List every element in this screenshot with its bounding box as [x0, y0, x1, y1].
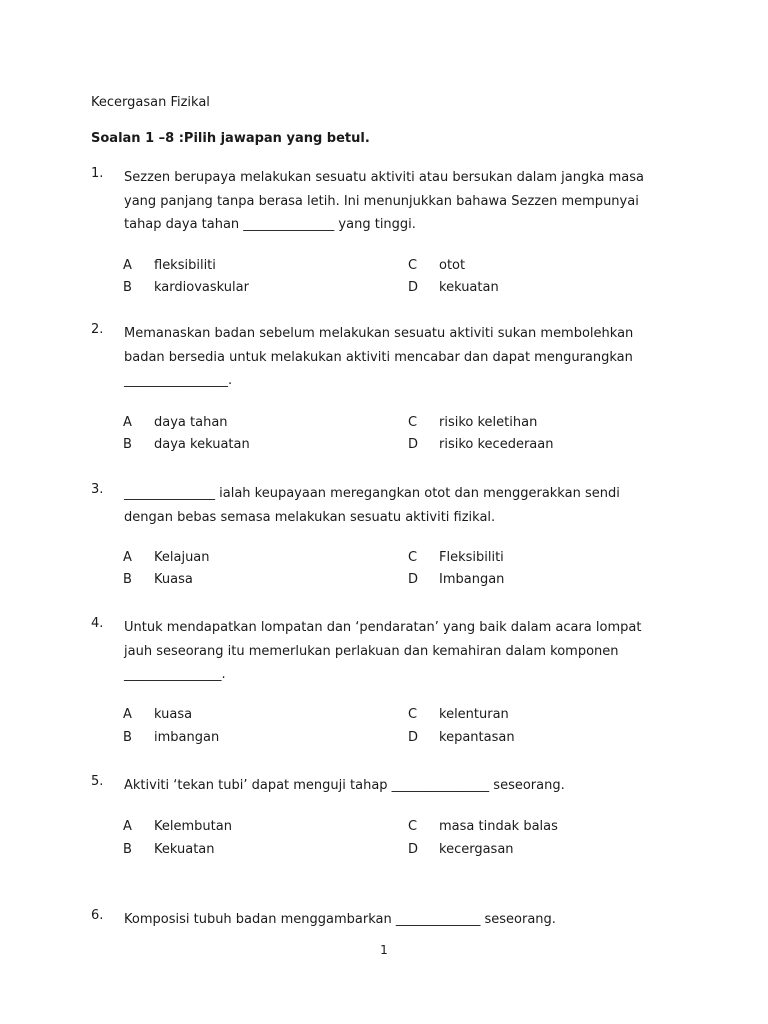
option-letter: B — [123, 730, 132, 745]
option-4a[interactable] — [123, 707, 192, 722]
option-4b[interactable] — [123, 730, 219, 745]
option-letter: C — [408, 258, 418, 273]
option-text: risiko kecederaan — [439, 437, 554, 452]
option-5a[interactable] — [123, 819, 232, 834]
option-letter: A — [123, 415, 132, 430]
option-text: daya tahan — [154, 415, 228, 430]
question-text: Sezzen berupaya melakukan sesuatu aktiviti atau bersukan dalam jangka masa yang panjang tanpa berasa letih. Ini menunjukkan bahawa Sezzen mempunyai tahap daya tahan ______________ yang tinggi. — [124, 170, 644, 232]
option-text: risiko keletihan — [439, 415, 538, 430]
question-text: Untuk mendapatkan lompatan dan ‘pendaratan’ yang baik dalam acara lompat jauh seseorang itu memerlukan perlakuan dan kemahiran dalam komponen _______________. — [124, 620, 642, 682]
option-letter: B — [123, 572, 132, 587]
option-3b[interactable] — [123, 572, 193, 587]
option-text: Fleksibiliti — [439, 550, 504, 565]
option-letter: D — [408, 730, 419, 745]
option-1b[interactable] — [123, 280, 249, 295]
page-title: Kecergasan Fizikal — [91, 95, 210, 110]
option-letter: C — [408, 415, 418, 430]
option-text: Kelajuan — [154, 550, 210, 565]
instructions: Soalan 1 –8 :Pilih jawapan yang betul. — [91, 131, 370, 146]
question-number: 6. — [91, 908, 104, 923]
option-5c[interactable] — [408, 819, 558, 834]
option-text: kecergasan — [439, 842, 514, 857]
question-number: 1. — [91, 166, 104, 181]
option-2b[interactable] — [123, 437, 250, 452]
option-1c[interactable] — [408, 258, 465, 273]
question-number: 2. — [91, 322, 104, 337]
question-number: 4. — [91, 616, 104, 631]
option-text: kuasa — [154, 707, 193, 722]
option-text: otot — [439, 258, 466, 273]
option-letter: B — [123, 437, 132, 452]
option-text: Kuasa — [154, 572, 193, 587]
option-1a[interactable] — [123, 258, 216, 273]
option-text: fleksibiliti — [154, 258, 216, 273]
option-letter: C — [408, 819, 418, 834]
option-letter: B — [123, 280, 132, 295]
option-3c[interactable] — [408, 550, 504, 565]
option-4c[interactable] — [408, 707, 509, 722]
option-4d[interactable] — [408, 730, 515, 745]
option-text: Kekuatan — [154, 842, 215, 857]
option-5b[interactable] — [123, 842, 215, 857]
option-1d[interactable] — [408, 280, 499, 295]
question-text: Komposisi tubuh badan menggambarkan _____________ seseorang. — [124, 912, 556, 927]
option-letter: C — [408, 550, 418, 565]
option-letter: D — [408, 572, 419, 587]
option-letter: D — [408, 437, 419, 452]
option-text: kardiovaskular — [154, 280, 249, 295]
option-letter: A — [123, 819, 132, 834]
question-text: Aktiviti ‘tekan tubi’ dapat menguji tahap _______________ seseorang. — [124, 778, 565, 793]
option-2a[interactable] — [123, 415, 228, 430]
question-text: Memanaskan badan sebelum melakukan sesuatu aktiviti sukan membolehkan badan bersedia untuk melakukan aktiviti mencabar dan dapat mengurangkan ________________. — [124, 326, 634, 388]
question-text: ______________ ialah keupayaan meregangkan otot dan menggerakkan sendi dengan bebas semasa melakukan sesuatu aktiviti fizikal. — [124, 486, 620, 525]
option-text: kekuatan — [439, 280, 499, 295]
option-text: Kelembutan — [154, 819, 232, 834]
option-text: imbangan — [154, 730, 220, 745]
option-letter: A — [123, 707, 132, 722]
option-text: daya kekuatan — [154, 437, 250, 452]
option-5d[interactable] — [408, 842, 514, 857]
question-number: 3. — [91, 482, 104, 497]
page-number: 1 — [380, 943, 388, 957]
option-letter: C — [408, 707, 418, 722]
option-2c[interactable] — [408, 415, 537, 430]
option-text: masa tindak balas — [439, 819, 558, 834]
question-number: 5. — [91, 774, 104, 789]
option-2d[interactable] — [408, 437, 553, 452]
option-letter: B — [123, 842, 132, 857]
option-letter: A — [123, 550, 132, 565]
option-letter: D — [408, 280, 419, 295]
option-letter: D — [408, 842, 419, 857]
option-text: kelenturan — [439, 707, 509, 722]
option-text: Imbangan — [439, 572, 505, 587]
option-3a[interactable] — [123, 550, 210, 565]
option-3d[interactable] — [408, 572, 504, 587]
option-letter: A — [123, 258, 132, 273]
option-text: kepantasan — [439, 730, 515, 745]
